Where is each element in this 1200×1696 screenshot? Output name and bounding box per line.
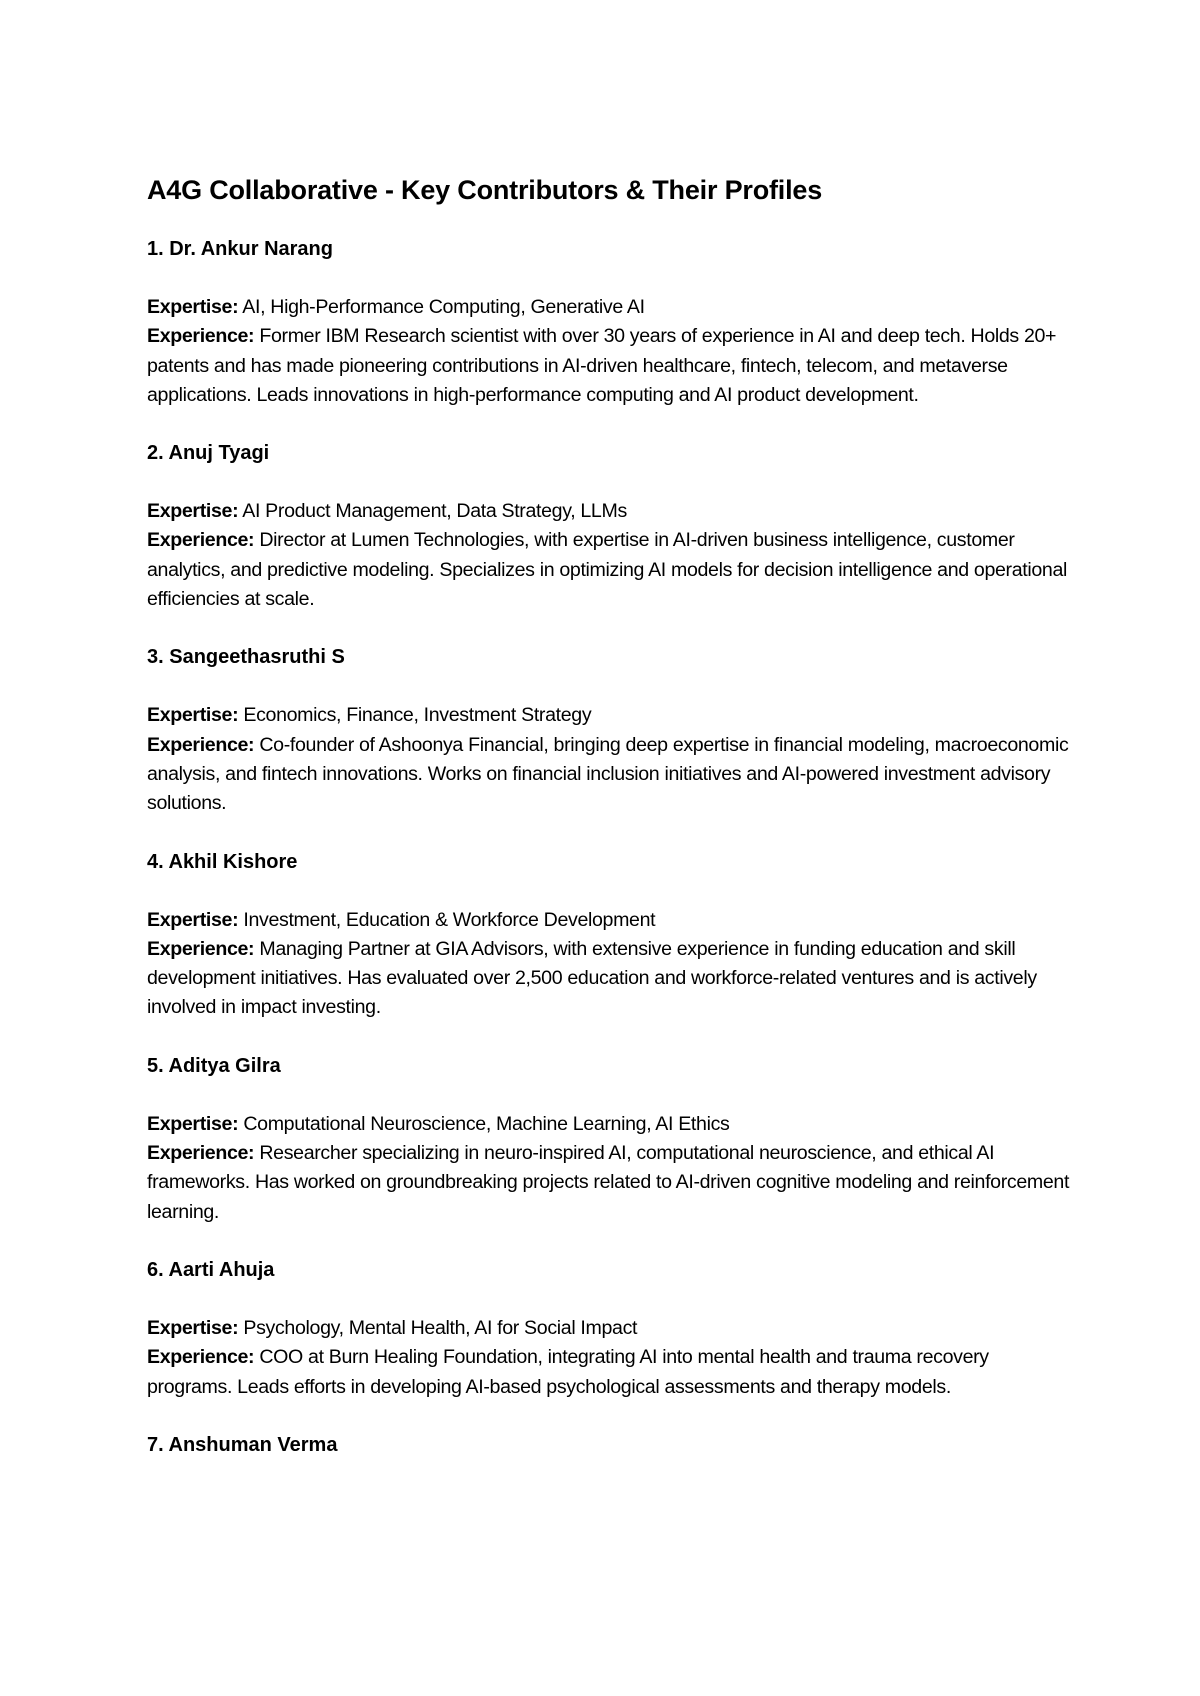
profile-entry	[147, 1431, 1077, 1460]
expertise-line	[147, 1314, 1077, 1343]
experience-value: Managing Partner at GIA Advisors, with extensive experience in funding education and skill development initiatives. Has evaluated over 2,500 education and workforce-related ventures and is actively involved in impact investing.	[147, 937, 1037, 1019]
profile-name: 7. Anshuman Verma	[147, 1433, 338, 1456]
experience-label: Experience:	[147, 733, 255, 756]
profile-entry	[147, 1256, 1077, 1402]
expertise-label: Expertise:	[147, 296, 239, 318]
profile-name: 6. Aarti Ahuja	[147, 1258, 275, 1281]
expertise-label: Expertise:	[147, 704, 239, 727]
experience-value: Director at Lumen Technologies, with expertise in AI-driven business intelligence, customer analytics, and predictive modeling. Specializes in optimizing AI models for decision intelligence and operational efficiencies at scale.	[147, 529, 1067, 611]
experience-value: Former IBM Research scientist with over 30 years of experience in AI and deep tech. Holds 20+ patents and has made pioneering contributions in AI-driven healthcare, fintech, telecom, and metaverse applications. Leads innovations in high-performance computing and AI product development.	[147, 325, 1057, 406]
profile-entry	[147, 235, 1077, 410]
expertise-value: Psychology, Mental Health, AI for Social Impact	[243, 1316, 638, 1339]
experience-value: Co-founder of Ashoonya Financial, bringing deep expertise in financial modeling, macroeconomic analysis, and fintech innovations. Works on financial inclusion initiatives and AI-powered investment advisory solutions.	[147, 733, 1069, 815]
expertise-label: Expertise:	[147, 1112, 239, 1135]
profile-name: 1. Dr. Ankur Narang	[147, 238, 333, 260]
expertise-value: Computational Neuroscience, Machine Learning, AI Ethics	[243, 1112, 730, 1135]
expertise-value: AI Product Management, Data Strategy, LLMs	[242, 500, 627, 523]
expertise-label: Expertise:	[147, 908, 239, 931]
expertise-line	[147, 701, 1077, 730]
profile-entry	[147, 848, 1077, 1023]
expertise-line	[147, 906, 1077, 935]
experience-line	[147, 322, 1077, 410]
experience-label: Experience:	[147, 529, 255, 552]
profile-name: 5. Aditya Gilra	[147, 1054, 281, 1077]
profile-name: 4. Akhil Kishore	[147, 850, 298, 873]
experience-line	[147, 1343, 1077, 1402]
experience-label: Experience:	[147, 325, 255, 348]
expertise-line	[147, 293, 1077, 322]
experience-label: Experience:	[147, 1142, 255, 1165]
experience-line	[147, 935, 1077, 1023]
document-page	[147, 172, 1077, 1489]
expertise-line	[147, 497, 1077, 526]
document-title: A4G Collaborative - Key Contributors & Their Profiles	[147, 175, 823, 205]
experience-line	[147, 1139, 1077, 1227]
experience-label: Experience:	[147, 937, 255, 960]
profile-entry	[147, 439, 1077, 614]
expertise-label: Expertise:	[147, 500, 239, 523]
expertise-line	[147, 1110, 1077, 1139]
experience-line	[147, 526, 1077, 614]
profile-name: 2. Anuj Tyagi	[147, 442, 270, 465]
experience-label: Experience:	[147, 1346, 255, 1369]
expertise-value: Economics, Finance, Investment Strategy	[243, 704, 592, 727]
profile-entry	[147, 643, 1077, 818]
experience-value: Researcher specializing in neuro-inspired AI, computational neuroscience, and ethical AI frameworks. Has worked on groundbreaking projects related to AI-driven cognitive modeling and reinforcement learning.	[147, 1142, 1070, 1223]
experience-value: COO at Burn Healing Foundation, integrating AI into mental health and trauma recovery programs. Leads efforts in developing AI-based psychological assessments and therapy models.	[147, 1346, 989, 1398]
profile-name: 3. Sangeethasruthi S	[147, 646, 345, 669]
expertise-value: AI, High-Performance Computing, Generative AI	[242, 296, 645, 318]
experience-line	[147, 731, 1077, 819]
expertise-label: Expertise:	[147, 1316, 239, 1339]
profile-entry	[147, 1052, 1077, 1227]
expertise-value: Investment, Education & Workforce Development	[243, 908, 656, 931]
